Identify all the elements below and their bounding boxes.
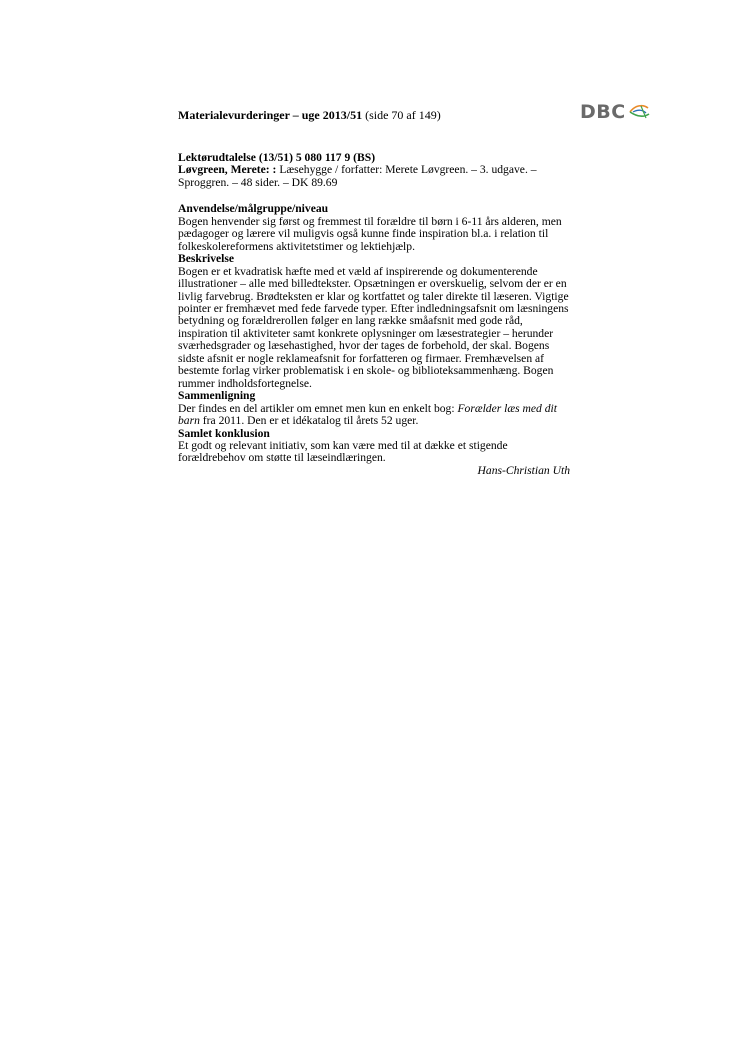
reviewer-signature: Hans-Christian Uth [477,463,570,477]
dbc-logo [580,101,651,123]
review-content [178,152,570,477]
header-title: Materialevurderinger – uge 2013/51 [178,108,363,122]
section-text-target-group: Bogen henvender sig først og fremmest til forældre til børn i 6-11 års alderen, men pædagoger og lærere vil muligvis også kunne finde inspiration bl.a. i relation til folkeskolereformens aktivitetstimer og lektiehjælp. [178,214,562,253]
author-name: Løvgreen, Merete: : [178,163,277,177]
section-text-description: Bogen er et kvadratisk hæfte med et væld af inspirerende og dokumenterende illustrationer – alle med billedtekster. Opsætningen er overskuelig, selvom der er en livlig farvebrug. Brødteksten er klar og kortfattet og taler direkte til læseren. Vigtige pointer er fremhævet med fede farvede typer. Efter indledningsafsnit om læsningens betydning og forældrerollen følger en lang række småafsnit med gode råd, inspiration til aktiviteter samt konkrete oplysninger om læsestrategier – herunder sværhedsgrader og læsehastighed, hvor der tages de forbehold, der skal. Bogens sidste afsnit er nogle reklameafsnit for forfatteren og firmaer. Fremhævelsen af bestemte forlag virker problematisk i en skole- og biblioteksammenhæng. Bogen rummer indholdsfortegnelse. [178,264,569,390]
logo-text: DBC [580,101,626,123]
section-text-conclusion: Et godt og relevant initiativ, som kan være med til at dække et stigende forældrebehov om støtte til læseindlæringen. [178,438,508,465]
section-heading-conclusion: Samlet konklusion [178,426,270,440]
comparison-text-before: Der findes en del artikler om emnet men kun en enkelt bog: [178,401,458,415]
page-header [178,108,441,122]
header-page-info: (side 70 af 149) [365,108,441,122]
section-text-comparison [178,403,570,428]
bibliographic-details: Læsehygge / forfatter: Merete Løvgreen. – 3. udgave. – Sproggren. – 48 sider. – DK 89.69 [178,163,537,189]
bibliographic-entry [178,164,570,189]
comparison-book-title: Forælder læs med dit barn [178,401,557,428]
record-line: Lektørudtalelse (13/51) 5 080 117 9 (BS) [178,151,376,164]
section-heading-target-group: Anvendelse/målgruppe/niveau [178,202,329,216]
section-heading-description: Beskrivelse [178,252,235,266]
comparison-text-after: fra 2011. Den er et idékatalog til årets 52 uger. [199,414,419,428]
section-heading-comparison: Sammenligning [178,389,256,403]
dbc-logo-swirl-icon [627,102,651,122]
